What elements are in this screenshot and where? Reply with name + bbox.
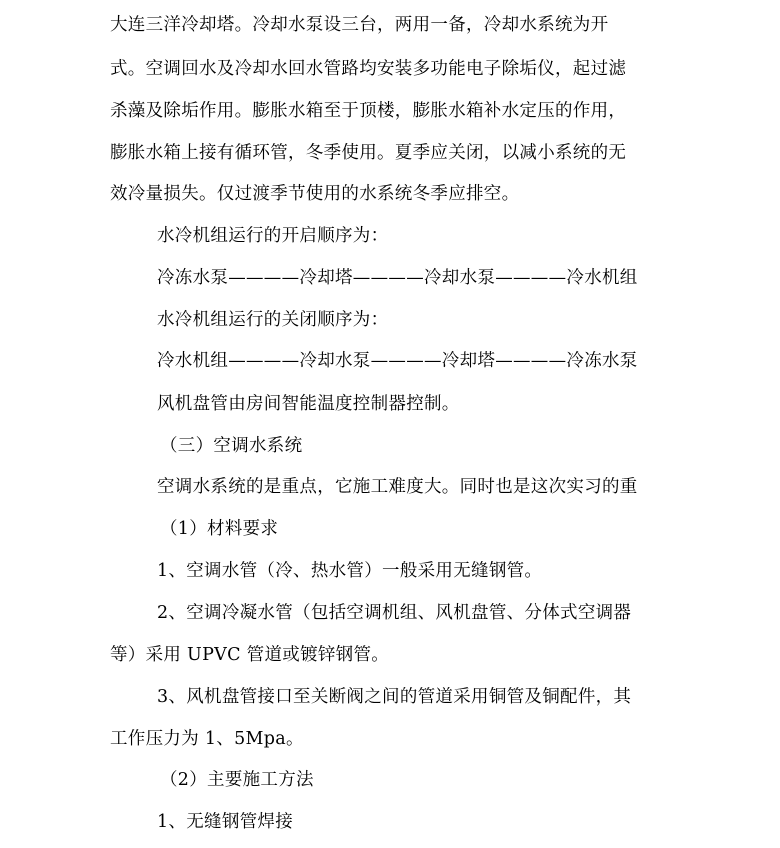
paragraph-line: 水冷机组运行的关闭顺序为： (157, 310, 389, 330)
list-item: 1、无缝钢管焊接 (157, 812, 294, 832)
list-item: 3、风机盘管接口至关断阀之间的管道采用铜管及铜配件，其 (157, 687, 632, 707)
paragraph-line: 膨胀水箱上接有循环管，冬季使用。夏季应关闭，以减小系统的无 (110, 143, 627, 163)
subsection-heading: （1）材料要求 (160, 519, 279, 539)
list-item: 2、空调冷凝水管（包括空调机组、风机盘管、分体式空调器 (157, 603, 632, 623)
paragraph-line: 等）采用 UPVC 管道或镀锌钢管。 (110, 645, 390, 665)
paragraph-line: 效冷量损失。仅过渡季节使用的水系统冬季应排空。 (110, 184, 520, 204)
paragraph-line: 水冷机组运行的开启顺序为： (157, 226, 389, 246)
paragraph-line: 杀藻及除垢作用。膨胀水箱至于顶楼，膨胀水箱补水定压的作用， (110, 101, 627, 121)
paragraph-line: 大连三洋冷却塔。冷却水泵设三台，两用一备，冷却水系统为开 (110, 15, 609, 35)
paragraph-line: 式。空调回水及冷却水回水管路均安装多功能电子除垢仪，起过滤 (110, 59, 627, 79)
subsection-heading: （2）主要施工方法 (160, 770, 314, 790)
list-item: 1、空调水管（冷、热水管）一般采用无缝钢管。 (157, 561, 543, 581)
start-sequence-line: 冷冻水泵————冷却塔————冷却水泵————冷水机组 (157, 268, 638, 288)
section-heading: （三）空调水系统 (160, 436, 303, 456)
paragraph-line: 空调水系统的是重点，它施工难度大。同时也是这次实习的重 (157, 477, 638, 497)
stop-sequence-line: 冷水机组————冷却水泵————冷却塔————冷冻水泵 (157, 351, 638, 371)
paragraph-line: 风机盘管由房间智能温度控制器控制。 (157, 394, 460, 414)
paragraph-line: 工作压力为 1、5Mpa。 (110, 729, 304, 749)
